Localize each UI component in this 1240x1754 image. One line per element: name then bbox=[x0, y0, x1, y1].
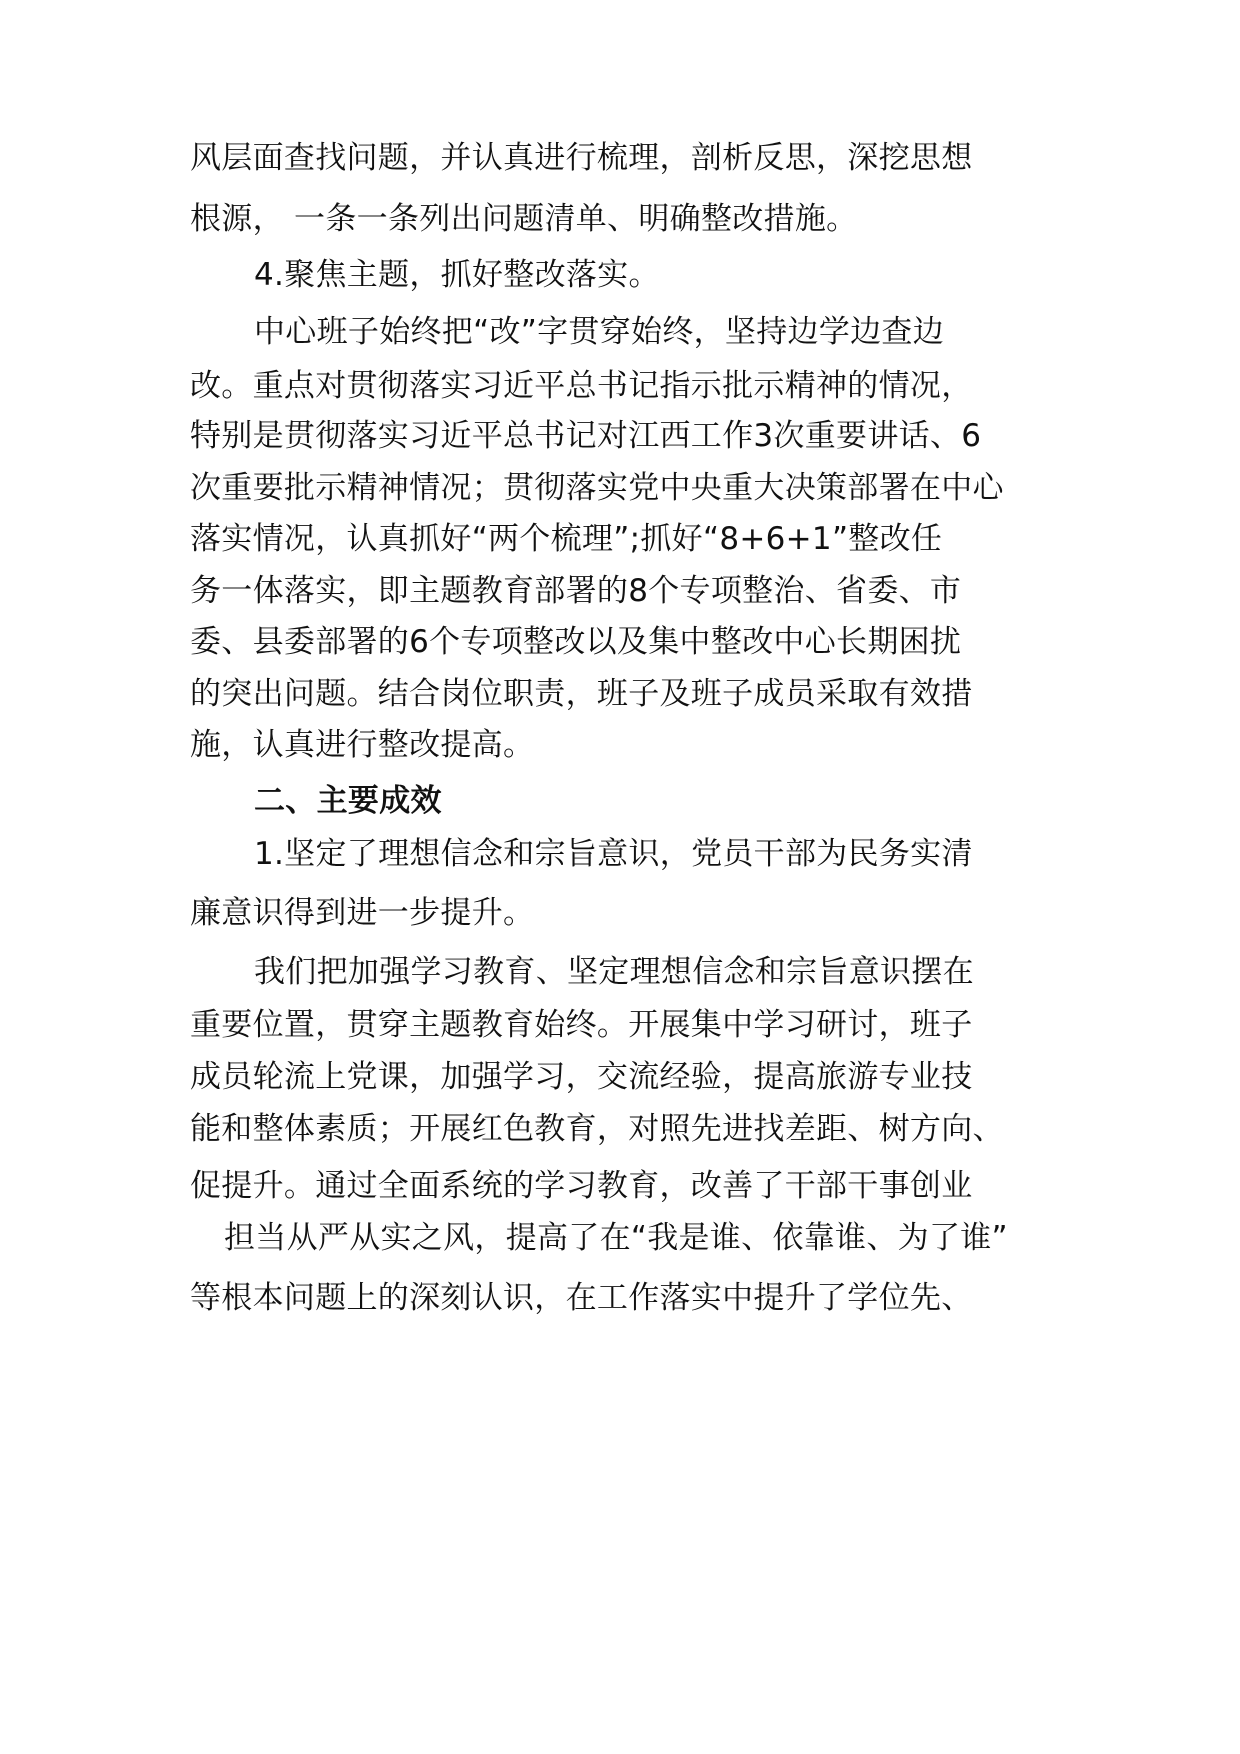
paragraph-start: 我们把加强学习教育、坚定理想信念和宗旨意识摆在 bbox=[254, 954, 974, 990]
body-line: 次重要批示精神情况；贯彻落实党中央重大决策部署在中心 bbox=[190, 470, 1004, 506]
body-line: 廉意识得到进一步提升。 bbox=[190, 895, 535, 931]
section-heading: 二、主要成效 bbox=[254, 783, 442, 819]
body-line: 落实情况，认真抓好“两个梳理”;抓好“8+6+1”整改任 bbox=[190, 521, 943, 557]
body-line: 委、县委部署的6个专项整改以及集中整改中心长期困扰 bbox=[190, 624, 962, 660]
body-line: 改。重点对贯彻落实习近平总书记指示批示精神的情况， bbox=[190, 368, 973, 404]
body-line: 等根本问题上的深刻认识，在工作落实中提升了学位先、 bbox=[190, 1280, 973, 1316]
section-subheading: 1.坚定了理想信念和宗旨意识，党员干部为民务实清 bbox=[254, 836, 973, 872]
section-subheading: 4.聚焦主题，抓好整改落实。 bbox=[254, 257, 660, 293]
body-line: 施，认真进行整改提高。 bbox=[190, 727, 535, 763]
body-line: 根源， 一条一条列出问题清单、明确整改措施。 bbox=[190, 201, 858, 237]
body-line: 重要位置，贯穿主题教育始终。开展集中学习研讨，班子 bbox=[190, 1007, 973, 1043]
body-line: 担当从严从实之风，提高了在“我是谁、依靠谁、为了谁” bbox=[224, 1220, 1008, 1256]
body-line: 成员轮流上党课，加强学习，交流经验，提高旅游专业技 bbox=[190, 1059, 973, 1095]
body-line: 能和整体素质；开展红色教育，对照先进找差距、树方向、 bbox=[190, 1111, 1004, 1147]
body-line: 的突出问题。结合岗位职责，班子及班子成员采取有效措 bbox=[190, 676, 973, 712]
paragraph-start: 中心班子始终把“改”字贯穿始终，坚持边学边查边 bbox=[254, 314, 945, 350]
body-line: 促提升。通过全面系统的学习教育，改善了干部干事创业 bbox=[190, 1168, 973, 1204]
body-line: 务一体落实，即主题教育部署的8个专项整治、省委、市 bbox=[190, 573, 962, 609]
body-line: 特别是贯彻落实习近平总书记对江西工作3次重要讲话、6 bbox=[190, 418, 982, 454]
body-line: 风层面查找问题，并认真进行梳理，剖析反思，深挖思想 bbox=[190, 140, 973, 176]
